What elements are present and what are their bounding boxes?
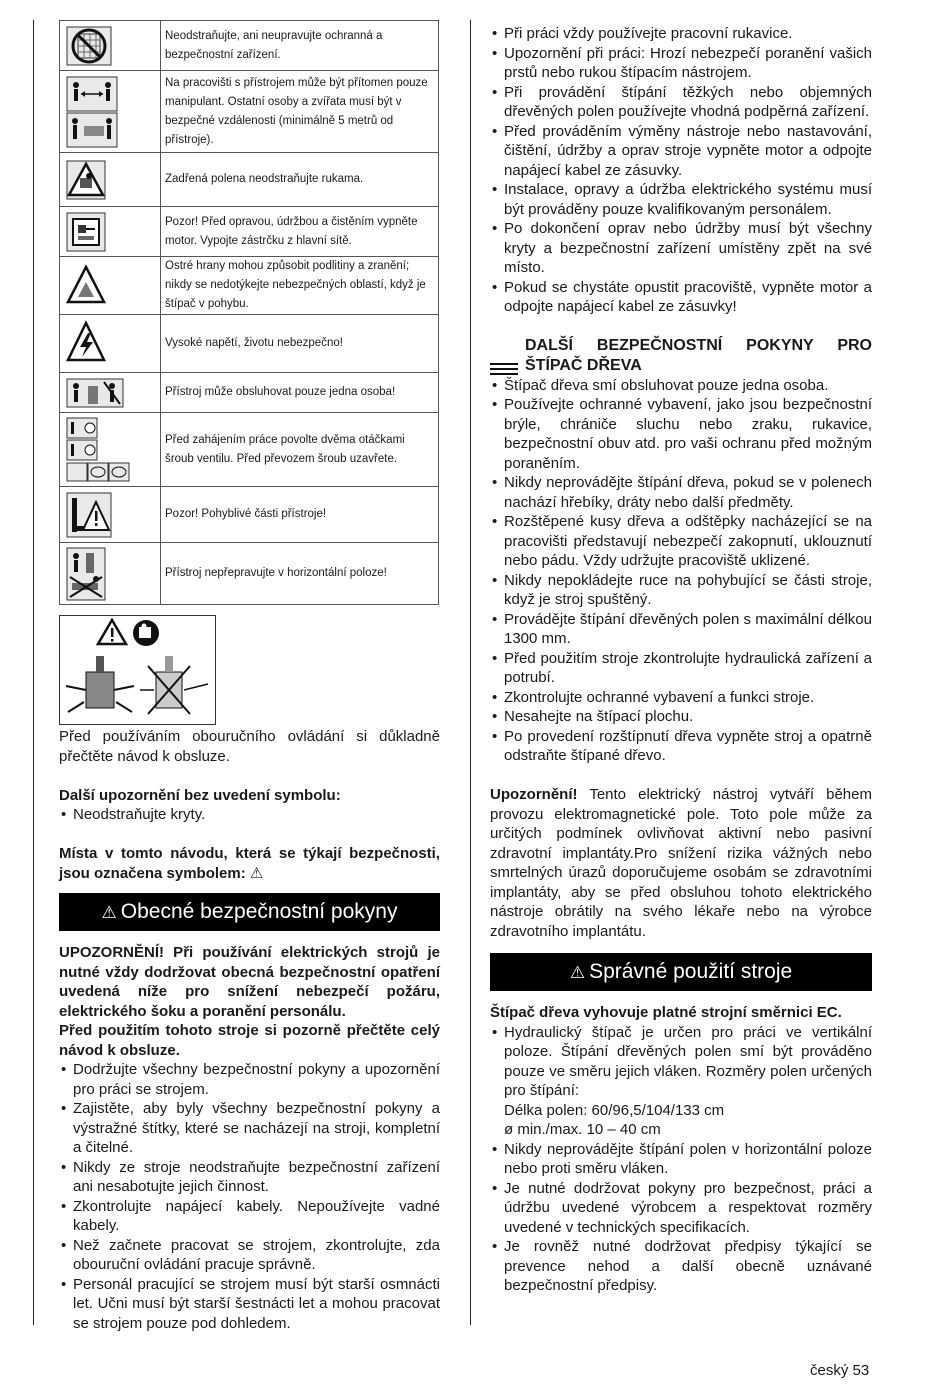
splitter-safety-subheading [490,336,872,376]
right-column [490,24,872,1296]
symbol-description: Před zahájením práce povolte dvěma otáčkami šroub ventilu. Před převozem šroub uzavřete. [161,413,439,487]
list-item: • Nesahejte na štípací plochu. [490,707,872,727]
left-margin-rule [33,20,34,1325]
no-remove-guard-icon [66,26,112,66]
list-item [490,1023,872,1140]
proper-use-list [490,1023,872,1296]
table-row [60,315,439,373]
splitter-safety-subheading-text: DALŠÍ BEZPEČNOSTNÍ POKYNY PRO ŠTÍPAČ DŘEVA [525,336,872,374]
safety-symbol-note-text: Místa v tomto návodu, která se týkají bezpečnosti, jsou označena symbolem: [59,845,440,882]
list-item: • Je rovněž nutné dodržovat předpisy týkající se prevence nehod a další obecně uznávané bezpečnostní předpisy. [490,1237,872,1296]
list-item: • Než začnete pracovat se strojem, zkontrolujte, zda obouruční ovládání pracuje správně. [59,1236,440,1275]
table-row [60,487,439,543]
valve-screw-icon [66,417,130,483]
left-column [59,727,440,1333]
read-manual-paragraph: Před použitím tohoto stroje si pozorně přečtěte celý návod k obsluze. [59,1022,440,1059]
proper-use-banner [490,953,872,991]
operation-illustration [60,616,215,724]
list-item: • Dodržujte všechny bezpečnostní pokyny a upozornění pro práci se strojem. [59,1060,440,1099]
high-voltage-warning-icon [66,320,106,368]
list-item: • Provádějte štípání dřevěných polen s maximální délkou 1300 mm. [490,610,872,649]
safety-symbol-note [59,844,440,883]
symbol-cell [60,487,161,543]
general-warning-paragraph: UPOZORNĚNÍ! Při používání elektrických strojů je nutné vždy dodržovat obecná bezpečnostní opatření uvedená níže pro snížení nebezpečí požáru, elektrického šoku a poranění personálu. [59,944,440,1020]
list-item: • Před použitím stroje zkontrolujte hydraulická zařízení a potrubí. [490,649,872,688]
table-row [60,71,439,153]
page-number: český 53 [810,1362,870,1379]
list-item: • Instalace, opravy a údržba elektrického systému musí být prováděny pouze kvalifikovaným personálem. [490,180,872,219]
extra-warnings-heading: Další upozornění bez uvedení symbolu: [59,786,341,804]
jammed-log-warning-icon [66,160,106,200]
list-item: • Před prováděním výměny nástroje nebo nastavování, čištění, údržby a oprav stroje vypněte motor a odpojte napájecí kabel ze zásuvky. [490,122,872,181]
symbol-description: Přístroj nepřepravujte v horizontální poloze! [161,543,439,605]
symbol-cell [60,315,161,373]
warning-triangle-icon: ⚠ [249,864,264,882]
warning-triangle-icon: ⚠ [101,903,117,922]
list-item: • Je nutné dodržovat pokyny pro bezpečnost, práci a údržbu uvedené výrobcem a respektovat rozměry uvedené v technických specifikacích. [490,1179,872,1238]
list-item: • Používejte ochranné vybavení, jako jsou bezpečnostní brýle, chrániče sluchu nebo zraku, rukavice, bezpečnostní obuv atd. pro vaši ochranu před možným poraněním. [490,395,872,473]
two-hand-control-operation-icon [59,615,216,725]
symbol-cell [60,207,161,257]
symbol-cell [60,153,161,207]
moving-parts-warning-icon [66,492,112,538]
symbol-description: Přístroj může obsluhovat pouze jedna osoba! [161,373,439,413]
proper-use-title: Správné použití stroje [589,960,793,983]
no-horizontal-transport-icon [66,547,106,601]
table-row [60,543,439,605]
sharp-edges-warning-icon [66,264,106,308]
list-item: • Při provádění štípání těžkých nebo objemných dřevěných polen používejte vhodná podpěrná zařízení. [490,83,872,122]
list-item: • Rozštěpené kusy dřeva a odštěpky nacházející se na pracovišti představují nebezpečí zakopnutí, uklouznutí nebo pádu. Vždy udržujte pracoviště uklizené. [490,512,872,571]
emf-notice-paragraph [490,785,872,941]
symbol-description: Pozor! Pohyblivé části přístroje! [161,487,439,543]
general-safety-banner [59,893,440,931]
table-row [60,207,439,257]
symbol-description: Zadřená polena neodstraňujte rukama. [161,153,439,207]
list-item: • Štípač dřeva smí obsluhovat pouze jedna osoba. [490,376,872,396]
column-divider-rule [470,20,471,1325]
symbol-description: Neodstraňujte, ani neupravujte ochranná a bezpečnostní zařízení. [161,21,439,71]
two-hand-control-intro: Před používáním obouručního ovládání si důkladně přečtěte návod k obsluze. [59,728,440,765]
single-operator-icon [66,378,124,408]
list-item: • Zajistěte, aby byly všechny bezpečnostní pokyny a výstražné štítky, které se nacházejí na stroji, kompletní a čitelné. [59,1099,440,1158]
warning-triangle-icon: ⚠ [569,963,586,982]
ec-directive-line: Štípač dřeva vyhovuje platné strojní směrnici EC. [490,1004,842,1021]
splitter-safety-list [490,376,872,766]
emf-notice-label: Upozornění! [490,786,578,803]
list-item: • Nikdy nepokládejte ruce na pohybující se části stroje, když je stroj spuštěný. [490,571,872,610]
symbol-cell [60,71,161,153]
list-item: • Zkontrolujte napájecí kabely. Nepoužívejte vadné kabely. [59,1197,440,1236]
log-diameter-spec: ø min./max. 10 – 40 cm [504,1121,661,1138]
emf-notice-text: Tento elektrický nástroj vytváří během provozu elektromagnetické pole. Toto pole může za určitých podmínek ovlivňovat aktivní nebo pasivní zdravotní implantáty.Pro snížení rizika vážných nebo smrtelných úrazů doporučujeme osobám se zdravotními implantáty, aby se před obsluhou tohoto elektrického nástroje obrátily na svého lékaře nebo na výrobce zdravotního implantátu. [490,786,872,940]
list-item: • Zkontrolujte ochranné vybavení a funkci stroje. [490,688,872,708]
symbol-description: Ostré hrany mohou způsobit podlitiny a zranění; nikdy se nedotýkejte nebezpečných oblastí, když je štípač v pohybu. [161,257,439,315]
list-item: • Nikdy neprovádějte štípání dřeva, pokud se v polenech nachází hřebíky, dráty nebo další předměty. [490,473,872,512]
work-safety-list [490,24,872,317]
symbol-description: Na pracovišti s přístrojem může být přítomen pouze manipulant. Ostatní osoby a zvířata musí být v bezpečné vzdálenosti (minimálně 5 metrů od přístroje). [161,71,439,153]
log-length-spec: Délka polen: 60/96,5/104/133 cm [504,1101,725,1119]
safety-symbol-table [59,20,439,605]
safe-distance-icon [66,76,118,148]
list-item: • Neodstraňujte kryty. [59,805,440,825]
symbol-cell [60,413,161,487]
table-row [60,373,439,413]
list-item: • Po provedení rozštípnutí dřeva vypněte stroj a opatrně odstraňte štípané dřevo. [490,727,872,766]
list-item: • Po dokončení oprav nebo údržby musí být všechny kryty a bezpečnostní zařízení umístěny zpět na své místo. [490,219,872,278]
symbol-cell [60,543,161,605]
list-item: • Pokud se chystáte opustit pracoviště, vypněte motor a odpojte napájecí kabel ze zásuvky! [490,278,872,317]
use-item-text: Hydraulický štípač je určen pro práci ve vertikální poloze. Štípání dřevěných polen smí být prováděno pouze ve směru jejich vláken. Rozměry polen určených pro štípání: [504,1023,872,1099]
symbol-cell [60,21,161,71]
symbol-description: Pozor! Před opravou, údržbou a čistěním vypněte motor. Vypojte zástrčku z hlavní sítě. [161,207,439,257]
list-item: • Při práci vždy používejte pracovní rukavice. [490,24,872,44]
table-row [60,413,439,487]
general-safety-title: Obecné bezpečnostní pokyny [120,900,398,923]
table-row [60,21,439,71]
symbol-description: Vysoké napětí, životu nebezpečno! [161,315,439,373]
unplug-before-maintenance-icon [66,212,106,252]
extra-warnings-list [59,805,440,825]
general-safety-list [59,1060,440,1333]
list-item: • Personál pracující se strojem musí být starší osmnácti let. Učni musí být starší šestnácti let a mohou pracovat se strojem pouze pod dohledem. [59,1275,440,1334]
list-item: • Nikdy ze stroje neodstraňujte bezpečnostní zařízení ani nesabotujte jejich činnost. [59,1158,440,1197]
list-item: • Nikdy neprovádějte štípání polen v horizontální poloze nebo proti směru vláken. [490,1140,872,1179]
symbol-cell [60,257,161,315]
table-row [60,257,439,315]
symbol-cell [60,373,161,413]
table-row [60,153,439,207]
list-item: • Upozornění při práci: Hrozí nebezpečí poranění vašich prstů nebo rukou štípacím nástrojem. [490,44,872,83]
